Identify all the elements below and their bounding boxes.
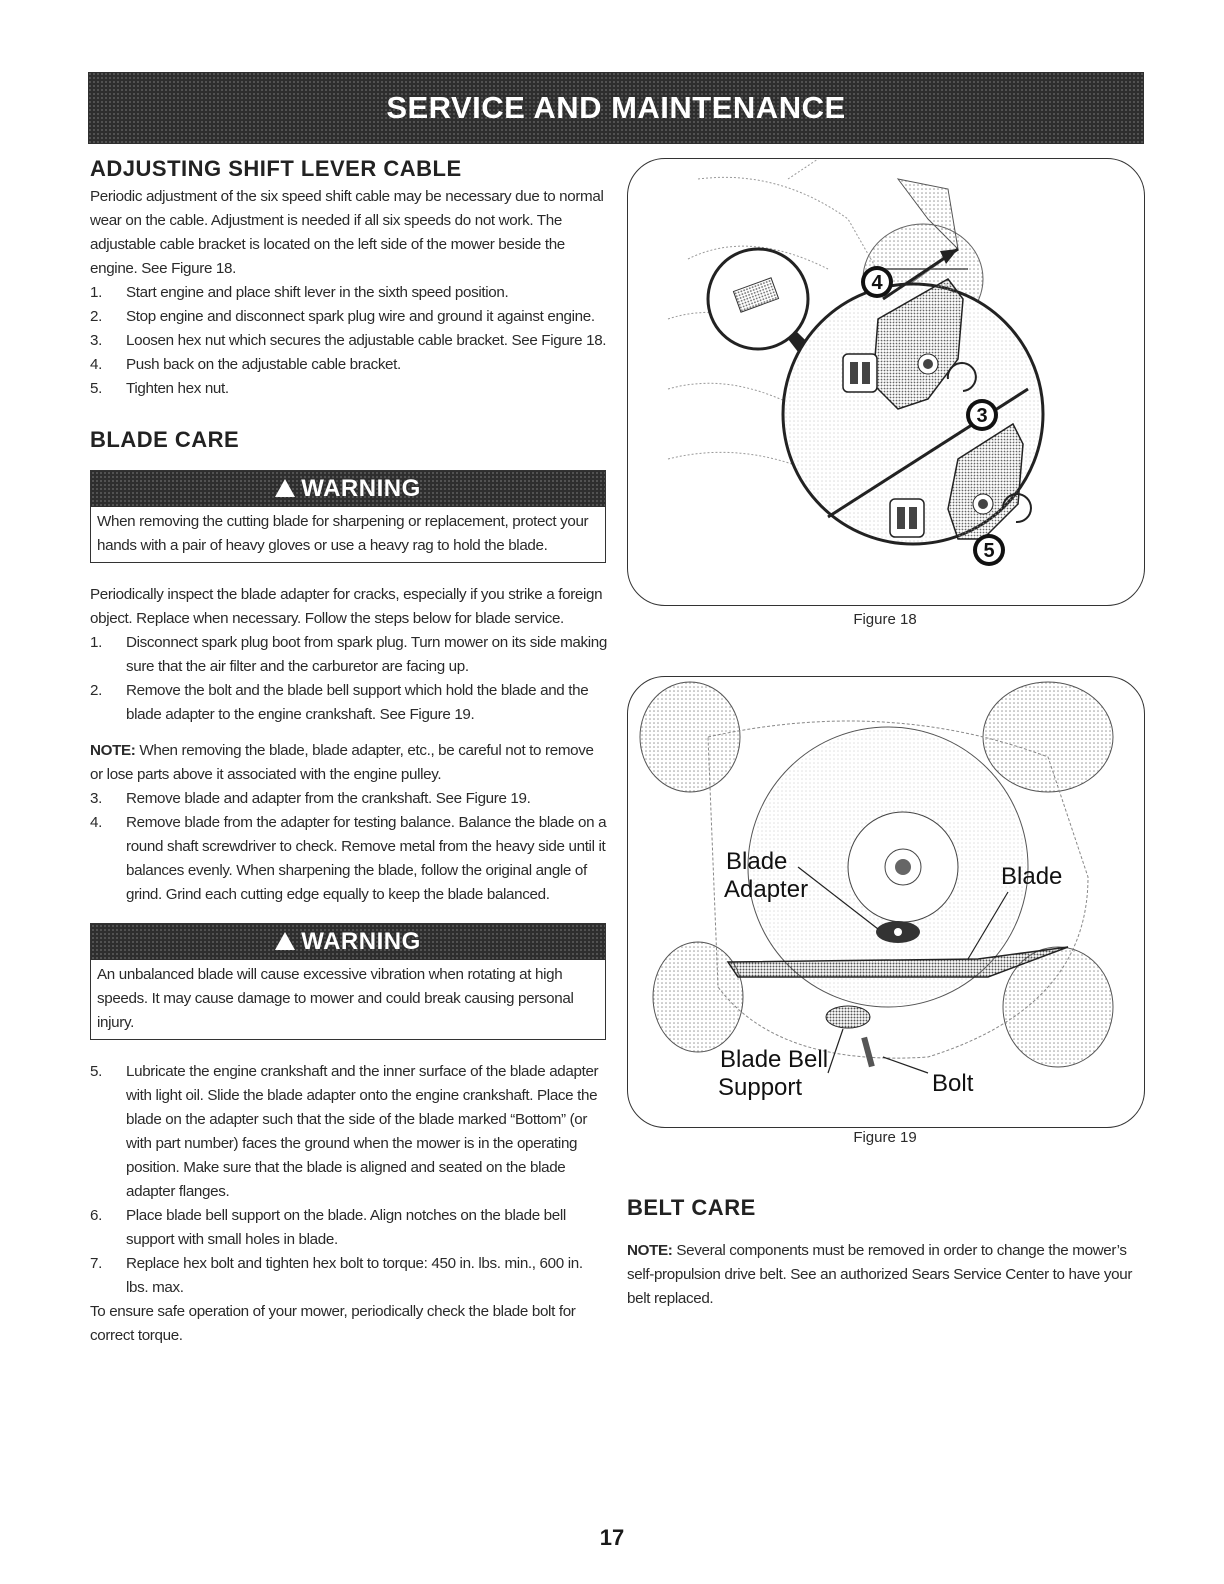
blade-note: NOTE: When removing the blade, blade adapter, etc., be careful not to remove or lose parts above it associated with the engine pulley. — [90, 742, 594, 783]
label-blade-bell-2: Support — [718, 1074, 803, 1101]
label-blade-bell-1: Blade Bell — [720, 1046, 829, 1073]
list-item: 7. Replace hex bolt and tighten hex bolt to torque: 450 in. lbs. min., 600 in. lbs. max. — [90, 1255, 583, 1296]
belt-care-note: NOTE: Several components must be removed in order to change the mower’s self-propulsion drive belt. See an authorized Sears Service Center to have your belt replaced. — [627, 1242, 1133, 1307]
callout-3 — [966, 399, 998, 431]
warning-box-gloves — [90, 470, 606, 563]
list-item: 2. Stop engine and disconnect spark plug wire and ground it against engine. — [90, 308, 595, 325]
label-blade-adapter-2: Adapter — [724, 876, 809, 903]
blade-closing: To ensure safe operation of your mower, periodically check the blade bolt for correct torque. — [90, 1303, 576, 1344]
list-item: 6. Place blade bell support on the blade. Align notches on the blade bell support with small holes in blade. — [90, 1207, 566, 1248]
banner-title: SERVICE AND MAINTENANCE — [386, 90, 846, 125]
shift-lever-intro: Periodic adjustment of the six speed shift cable may be necessary due to normal wear on the cable. Adjustment is needed if all six speeds do not work. The adjustable cable bracket is located on the left side of the mower beside the engine. See Figure 18. — [90, 188, 604, 277]
svg-text:4: 4 — [871, 272, 883, 294]
page-banner — [88, 72, 1144, 144]
warning-header: WARNING — [91, 471, 605, 507]
label-blade-adapter-1: Blade — [726, 848, 788, 875]
figure-19-caption: Figure 19 — [853, 1129, 917, 1146]
figure-19 — [627, 676, 1145, 1128]
label-bolt: Bolt — [932, 1070, 974, 1097]
page-number: 17 — [599, 1525, 625, 1550]
blade-care-heading: BLADE CARE — [90, 427, 240, 452]
list-item: 5. Tighten hex nut. — [90, 380, 229, 397]
list-item: 4. Remove blade from the adapter for testing balance. Balance the blade on a round shaft screwdriver to check. Remove metal from the heavy side until it balances evenly. When sharpening the blade, follow the original angle of grind. Grind each cutting edge equally to keep the blade balanced. — [90, 814, 607, 903]
label-blade: Blade — [1001, 863, 1063, 890]
svg-text:3: 3 — [976, 405, 988, 427]
shift-lever-heading: ADJUSTING SHIFT LEVER CABLE — [90, 156, 462, 181]
belt-care-heading: BELT CARE — [627, 1195, 756, 1220]
list-item: 1. Disconnect spark plug boot from spark plug. Turn mower on its side making sure that the air filter and the carburetor are facing up. — [90, 634, 607, 675]
blade-steps-a — [90, 631, 608, 727]
list-item: 3. Remove blade and adapter from the crankshaft. See Figure 19. — [90, 790, 531, 807]
list-item: 1. Start engine and place shift lever in the sixth speed position. — [90, 284, 509, 301]
warning-text: An unbalanced blade will cause excessive vibration when rotating at high speeds. It may cause damage to mower and could break causing personal injury. — [97, 966, 574, 1031]
shift-cable-bracket-illustration — [628, 159, 1144, 605]
callout-4 — [861, 266, 893, 298]
shift-lever-steps — [90, 281, 608, 401]
blade-steps-b — [90, 787, 608, 907]
list-item: 5. Lubricate the engine crankshaft and the inner surface of the blade adapter with light oil. Slide the blade adapter onto the engine crankshaft. Place the blade on the adapter such that the side of the blade marked “Bottom” (or with part number) faces the ground when the mower is in the operating position. Make sure that the blade is aligned and seated on the blade adapter flanges. — [90, 1063, 599, 1200]
list-item: 3. Loosen hex nut which secures the adjustable cable bracket. See Figure 18. — [90, 332, 607, 349]
warning-triangle-icon — [275, 932, 295, 950]
list-item: 2. Remove the bolt and the blade bell support which hold the blade and the blade adapter to the engine crankshaft. See Figure 19. — [90, 682, 589, 723]
figure-18-caption: Figure 18 — [853, 611, 917, 628]
svg-text:5: 5 — [983, 540, 995, 562]
warning-triangle-icon — [275, 479, 295, 497]
blade-underside-illustration — [628, 677, 1144, 1127]
callout-5 — [973, 534, 1005, 566]
blade-steps-c — [90, 1060, 608, 1300]
list-item: 4. Push back on the adjustable cable bracket. — [90, 356, 401, 373]
figure-18 — [627, 158, 1145, 606]
left-column — [90, 152, 608, 1348]
warning-header: WARNING — [91, 924, 605, 960]
warning-text: When removing the cutting blade for sharpening or replacement, protect your hands with a pair of heavy gloves or use a heavy rag to hold the blade. — [97, 513, 589, 554]
warning-box-unbalanced — [90, 923, 606, 1040]
blade-care-intro: Periodically inspect the blade adapter for cracks, especially if you strike a foreign object. Replace when necessary. Follow the steps below for blade service. — [90, 586, 603, 627]
belt-care-section — [627, 1195, 1137, 1311]
